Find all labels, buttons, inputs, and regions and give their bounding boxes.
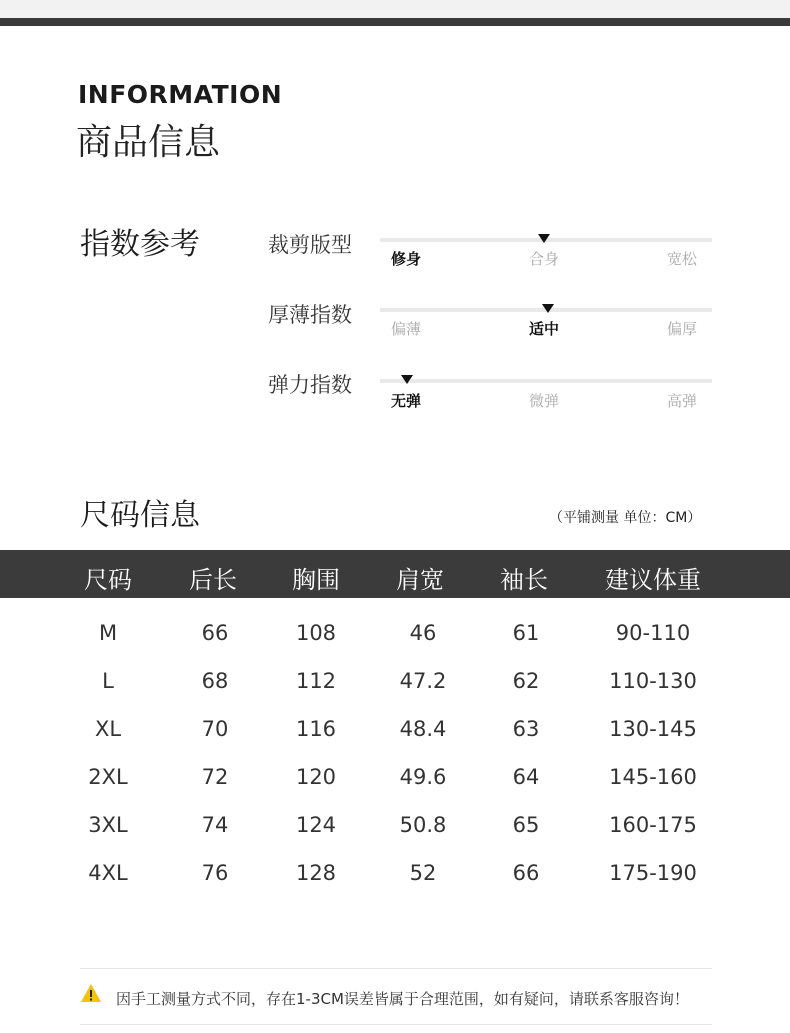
table-cell: 120 <box>295 765 337 789</box>
section-title-cn: 商品信息 <box>76 122 221 163</box>
index-option-thickness-medium: 适中 <box>529 320 560 338</box>
index-marker-thickness <box>542 304 554 313</box>
index-option-elasticity-high: 高弹 <box>667 392 698 410</box>
column-header-sleeve: 袖长 <box>500 566 548 594</box>
table-cell: 50.8 <box>399 813 447 837</box>
index-row-label-elasticity: 弹力指数 <box>268 373 352 397</box>
column-header-back-length: 后长 <box>189 566 237 594</box>
table-cell: 63 <box>512 717 540 741</box>
table-cell: 70 <box>201 717 229 741</box>
top-divider-bar <box>0 18 790 26</box>
table-cell: 124 <box>295 813 337 837</box>
table-cell: 108 <box>295 621 337 645</box>
index-option-fit-loose: 宽松 <box>667 250 698 268</box>
table-cell: 64 <box>512 765 540 789</box>
table-cell: 49.6 <box>399 765 447 789</box>
table-cell: 175-190 <box>609 861 697 885</box>
notice-top-divider <box>80 968 712 969</box>
table-cell: 62 <box>512 669 540 693</box>
table-cell: 3XL <box>88 813 128 837</box>
table-cell: 130-145 <box>609 717 697 741</box>
table-cell: 72 <box>201 765 229 789</box>
section-title-en: INFORMATION <box>78 80 283 109</box>
index-marker-fit <box>538 234 550 243</box>
table-cell: 66 <box>201 621 229 645</box>
table-cell: 112 <box>295 669 337 693</box>
top-band <box>0 0 790 18</box>
table-cell: 145-160 <box>609 765 697 789</box>
column-header-chest: 胸围 <box>292 566 340 594</box>
table-cell: M <box>98 621 118 645</box>
measurement-unit-note: （平铺测量 单位：CM） <box>549 510 702 526</box>
table-cell: 52 <box>409 861 437 885</box>
index-row-label-thickness: 厚薄指数 <box>268 303 352 327</box>
table-cell: 160-175 <box>609 813 697 837</box>
table-cell: 65 <box>512 813 540 837</box>
index-scale-line-elasticity <box>380 379 712 383</box>
table-cell: 48.4 <box>399 717 447 741</box>
table-cell: 116 <box>295 717 337 741</box>
index-option-thickness-thin: 偏薄 <box>391 320 422 338</box>
table-cell: 128 <box>295 861 337 885</box>
table-cell: 68 <box>201 669 229 693</box>
table-cell: 2XL <box>88 765 128 789</box>
size-info-title: 尺码信息 <box>80 498 200 533</box>
index-option-fit-regular: 合身 <box>529 250 560 268</box>
table-cell: XL <box>94 717 122 741</box>
table-cell: 61 <box>512 621 540 645</box>
measurement-notice: 因手工测量方式不同，存在1-3CM误差皆属于合理范围，如有疑问，请联系客服咨询！ <box>116 990 689 1008</box>
table-cell: 46 <box>409 621 437 645</box>
table-cell: L <box>102 669 114 693</box>
index-reference-title: 指数参考 <box>80 227 200 262</box>
table-cell: 4XL <box>88 861 128 885</box>
size-table-header <box>0 550 790 598</box>
index-marker-elasticity <box>401 375 413 384</box>
table-cell: 66 <box>512 861 540 885</box>
notice-bottom-divider <box>80 1024 712 1025</box>
index-option-elasticity-none: 无弹 <box>391 392 422 410</box>
warning-icon <box>80 983 102 1003</box>
index-option-fit-slim: 修身 <box>391 250 422 268</box>
index-option-elasticity-slight: 微弹 <box>529 392 560 410</box>
table-cell: 74 <box>201 813 229 837</box>
table-cell: 47.2 <box>399 669 447 693</box>
column-header-weight: 建议体重 <box>605 566 701 594</box>
table-cell: 110-130 <box>609 669 697 693</box>
index-row-label-fit: 裁剪版型 <box>268 233 352 257</box>
column-header-size: 尺码 <box>84 566 132 594</box>
column-header-shoulder: 肩宽 <box>396 566 444 594</box>
table-cell: 76 <box>201 861 229 885</box>
index-option-thickness-thick: 偏厚 <box>667 320 698 338</box>
table-cell: 90-110 <box>615 621 691 645</box>
